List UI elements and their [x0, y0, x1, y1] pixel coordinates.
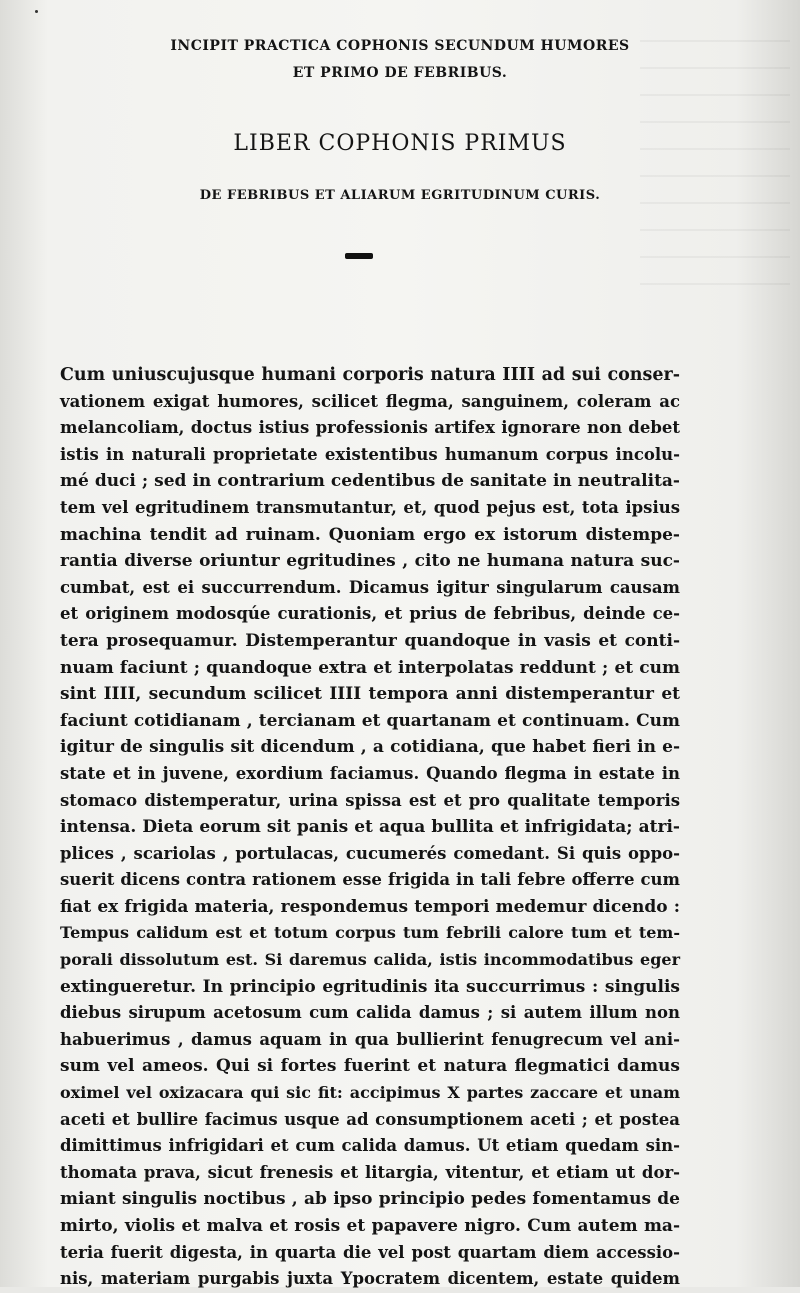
text-line: dimittimus infrigidari et cum calida damus. Ut etiam quedam sin- [60, 1136, 680, 1156]
book-title: LIBER COPHONIS PRIMUS [233, 131, 567, 156]
text-line: fiat ex frigida materia, respondemus tempori medemur dicendo : [60, 896, 680, 917]
text-line: thomata prava, sicut frenesis et litargia, vitentur, et etiam ut dor- [60, 1162, 680, 1182]
text-line: diebus sirupum acetosum cum calida damus ; si autem illum non [60, 1003, 680, 1023]
text-line: state et in juvene, exordium faciamus. Quando flegma in estate in [60, 763, 680, 783]
text-line: aceti et bullire facimus usque ad consumptionem aceti ; et postea [60, 1109, 680, 1129]
text-line: nis, materiam purgabis juxta Ypocratem dicentem, estate quidem [60, 1269, 680, 1289]
text-line: porali dissolutum est. Si daremus calida, istis incommodatibus eger [60, 950, 680, 970]
text-line: teria fuerit digesta, in quarta die vel post quartam diem accessio- [60, 1242, 680, 1262]
text-line: miant singulis noctibus , ab ipso principio pedes fomentamus de [60, 1189, 680, 1210]
text-line: Tempus calidum est et totum corpus tum febrili calore tum et tem- [60, 923, 680, 943]
section-divider [345, 253, 373, 259]
text-line: stomaco distemperatur, urina spissa est et pro qualitate temporis [60, 790, 680, 810]
text-line: machina tendit ad ruinam. Quoniam ergo ex istorum distempe- [60, 524, 680, 545]
text-line: istis in naturali proprietate existentibus humanum corpus incolu- [60, 444, 680, 464]
text-line: tera prosequamur. Distemperantur quandoque in vasis et conti- [60, 630, 680, 651]
text-line: mé duci ; sed in contrarium cedentibus de sanitate in neutralita- [60, 471, 680, 492]
text-line: melancoliam, doctus istius professionis artifex ignorare non debet [60, 418, 680, 438]
text-line: rantia diverse oriuntur egritudines , cito ne humana natura suc- [60, 551, 680, 572]
text-line: sint IIII, secundum scilicet IIII tempora anni distemperantur et [60, 684, 680, 705]
text-line: cumbat, est ei succurrendum. Dicamus igitur singularum causam [60, 577, 680, 597]
text-line: oximel vel oxizacara qui sic fit: accipimus X partes zaccare et unam [60, 1083, 680, 1103]
text-line: faciunt cotidianam , tercianam et quartanam et continuam. Cum [60, 710, 680, 731]
text-line: sum vel ameos. Qui si fortes fuerint et natura flegmatici damus [60, 1056, 680, 1077]
text-line: et originem modosqúe curationis, et prius de febribus, deinde ce- [60, 604, 680, 624]
text-line: intensa. Dieta eorum sit panis et aqua bullita et infrigidata; atri- [60, 817, 680, 838]
text-line: nuam faciunt ; quandoque extra et interpolatas reddunt ; et cum [60, 657, 680, 678]
text-line: plices , scariolas , portulacas, cucumerés comedant. Si quis oppo- [60, 843, 680, 863]
text-line: vationem exigat humores, scilicet flegma, sanguinem, coleram ac [60, 391, 680, 411]
ink-speck [35, 10, 38, 13]
text-line: habuerimus , damus aquam in qua bullierint fenugrecum vel ani- [60, 1029, 680, 1049]
book-subtitle: DE FEBRIBUS ET ALIARUM EGRITUDINUM CURIS. [199, 188, 601, 203]
text-line: tem vel egritudinem transmutantur, et, quod pejus est, tota ipsius [60, 497, 680, 517]
body-text [60, 362, 680, 1293]
text-line: extingueretur. In principio egritudinis ita succurrimus : singulis [60, 976, 680, 997]
text-line: mirto, violis et malva et rosis et papavere nigro. Cum autem ma- [60, 1216, 680, 1236]
heading-line-2: ET PRIMO DE FEBRIBUS. [292, 65, 508, 81]
heading-line-1: INCIPIT PRACTICA COPHONIS SECUNDUM HUMORES [170, 38, 630, 54]
text-line: suerit dicens contra rationem esse frigida in tali febre offerre cum [60, 870, 680, 890]
text-line: igitur de singulis sit dicendum , a cotidiana, que habet fieri in e- [60, 737, 680, 758]
text-line: Cum uniuscujusque humani corporis natura IIII ad sui conser- [60, 365, 680, 385]
